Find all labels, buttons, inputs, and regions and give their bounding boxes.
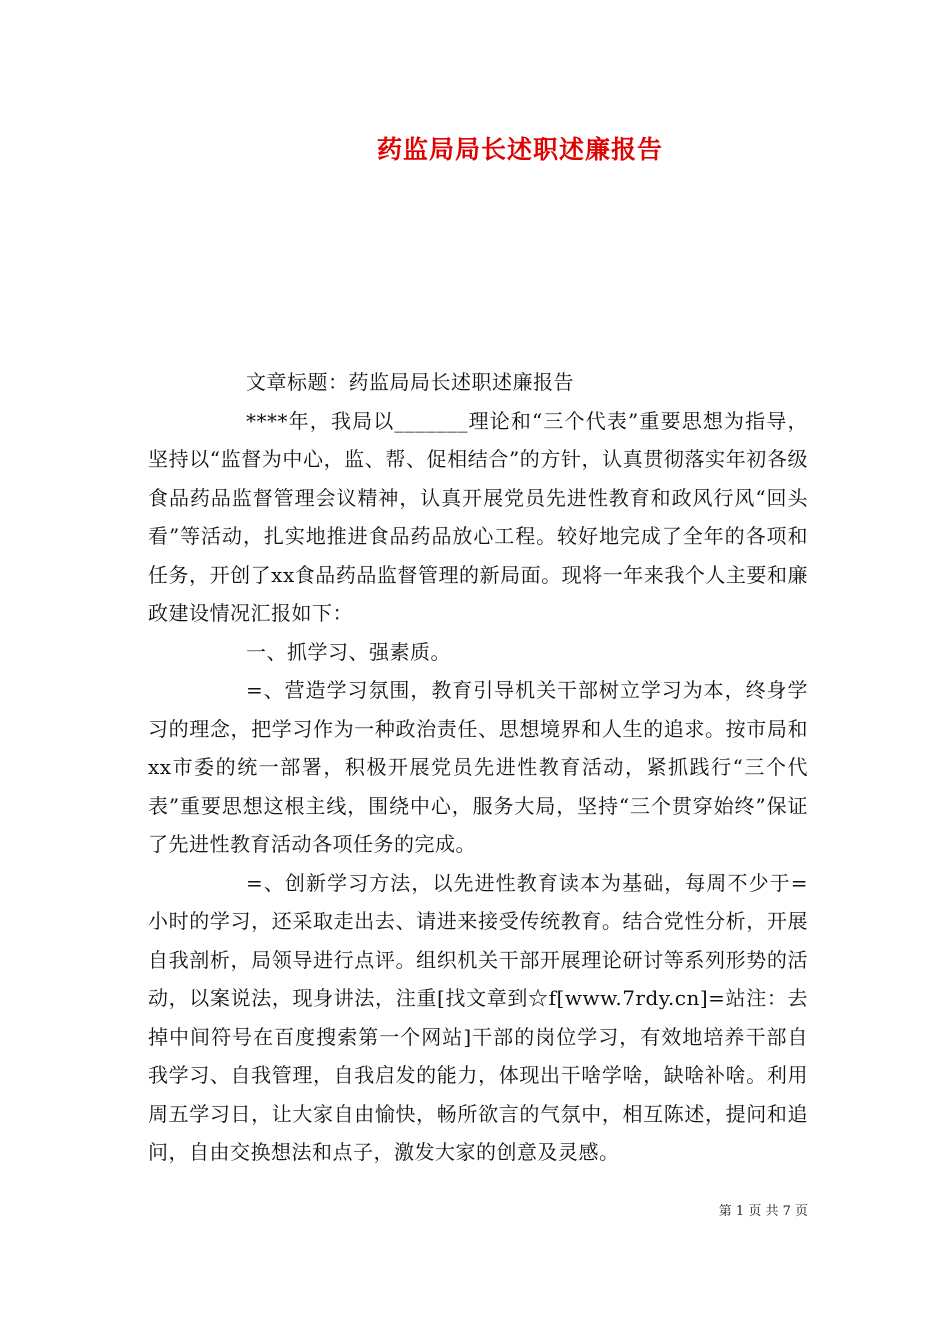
document-body xyxy=(148,363,808,1172)
paragraph-study-atmosphere: =、营造学习氛围，教育引导机关干部树立学习为本，终身学习的理念，把学习作为一种政治责任、思想境界和人生的追求。按市局和xx市委的统一部署，积极开展党员先进性教育活动，紧抓践行“三个代表”重要思想这根主线，围绕中心，服务大局，坚持“三个贯穿始终”保证了先进性教育活动各项任务的完成。 xyxy=(148,678,808,856)
page-footer: 第 1 页 共 7 页 xyxy=(718,1204,808,1219)
document-title: 药监局局长述职述廉报告 xyxy=(376,135,663,164)
article-title-line: 文章标题：药监局局长述职述廉报告 xyxy=(246,370,574,394)
intro-paragraph: ****年，我局以_______理论和“三个代表”重要思想为指导，坚持以“监督为中心，监、帮、促相结合”的方针，认真贯彻落实年初各级食品药品监督管理会议精神，认真开展党员先进性教育和政风行风“回头看”等活动，扎实地推进食品药品放心工程。较好地完成了全年的各项和任务，开创了xx食品药品监督管理的新局面。现将一年来我个人主要和廉政建设情况汇报如下： xyxy=(148,408,808,625)
paragraph-study-methods: =、创新学习方法，以先进性教育读本为基础，每周不少于=小时的学习，还采取走出去、请进来接受传统教育。结合党性分析，开展自我剖析，局领导进行点评。组织机关干部开展理论研讨等系列形势的活动，以案说法，现身讲法，注重[找文章到☆f[www.7rdy.cn]=站注：去掉中间符号在百度搜索第一个网站]干部的岗位学习，有效地培养干部自我学习、自我管理，自我启发的能力，体现出干啥学啥，缺啥补啥。利用周五学习日，让大家自由愉快，畅所欲言的气氛中，相互陈述，提问和追问，自由交换想法和点子，激发大家的创意及灵感。 xyxy=(148,870,808,1164)
section-heading: 一、抓学习、强素质。 xyxy=(246,639,451,664)
